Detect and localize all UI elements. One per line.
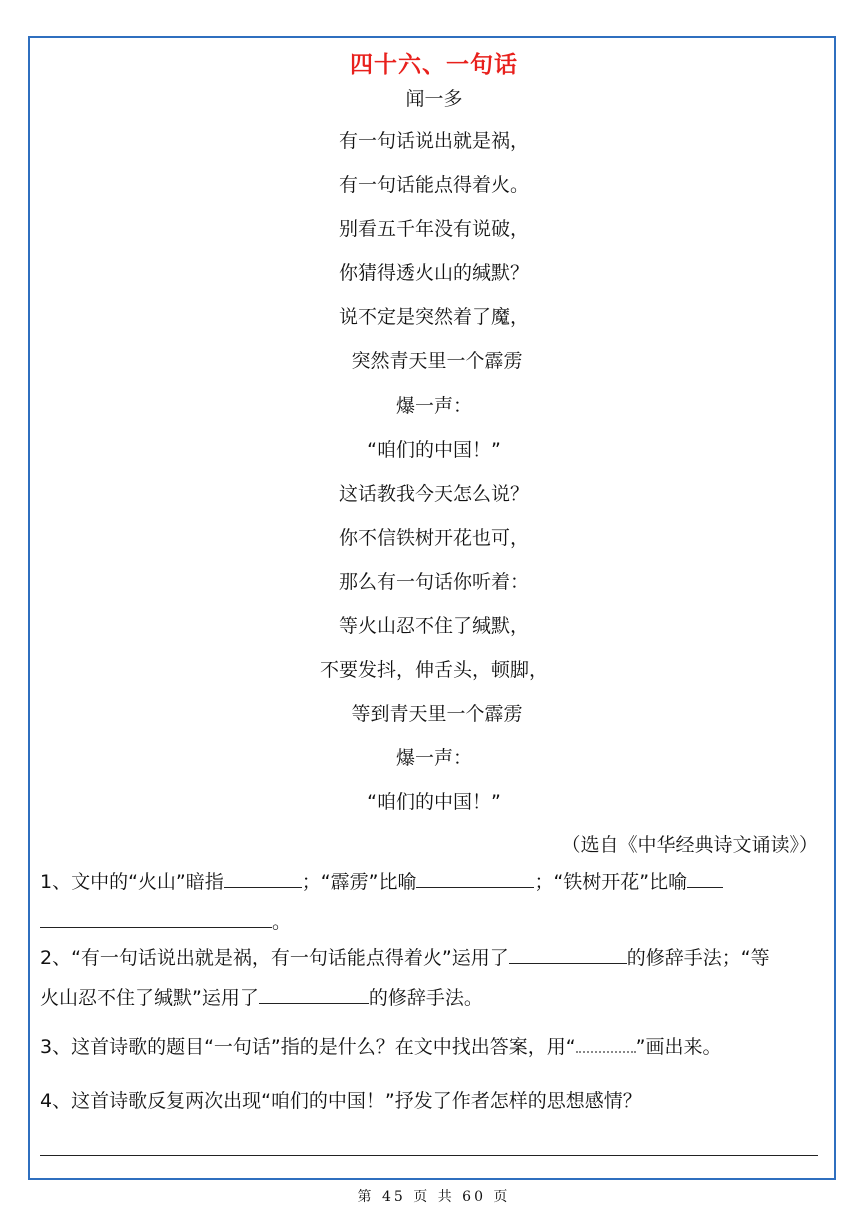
page-number: 第 45 页 共 60 页 <box>357 1189 511 1205</box>
answer-blank-1b[interactable] <box>416 867 534 888</box>
poem-line: 这话教我今天怎么说？ <box>338 482 529 505</box>
question-1-end: 。 <box>272 911 292 933</box>
question-1-text-a: 1、文中的“火山”暗指 <box>40 871 224 893</box>
answer-blank-1a[interactable] <box>224 867 302 888</box>
answer-blank-2b[interactable] <box>259 983 369 1004</box>
answer-blank-1c-cont[interactable] <box>40 907 272 928</box>
poem-line: 那么有一句话你听着： <box>338 570 529 593</box>
question-3-text-a: 3、这首诗歌的题目“一句话”指的是什么？在文中找出答案，用“ <box>40 1036 576 1058</box>
poem-line: 等到青天里一个霹雳 <box>345 703 523 726</box>
question-2-text-d: 的修辞手法。 <box>368 987 483 1009</box>
question-2-text-c: 火山忍不住了缄默”运用了 <box>40 987 259 1009</box>
question-3 <box>40 1027 830 1067</box>
question-2-text-a: 2、“有一句话说出就是祸，有一句话能点得着火”运用了 <box>40 947 509 969</box>
question-3-text-b: ”画出来。 <box>635 1036 722 1058</box>
author-name: 闻一多 <box>405 88 463 110</box>
poem-body <box>0 127 868 833</box>
poem-line: 爆一声： <box>395 394 472 417</box>
question-2 <box>40 938 830 1018</box>
poem-line: 说不定是突然着了魔， <box>338 306 529 329</box>
answer-line-4[interactable] <box>40 1155 818 1156</box>
poem-line: 你猜得透火山的缄默？ <box>338 262 529 285</box>
poem-line: 有一句话能点得着火。 <box>338 174 529 197</box>
poem-line: 你不信铁树开花也可， <box>338 526 529 549</box>
answer-blank-1c[interactable] <box>687 867 723 888</box>
poem-line: 突然青天里一个霹雳 <box>345 350 523 373</box>
question-4 <box>40 1081 830 1121</box>
source-citation: （选自《中华经典诗文诵读》） <box>561 834 818 856</box>
answer-blank-2a[interactable] <box>509 943 627 964</box>
poem-line: 别看五千年没有说破， <box>338 218 529 241</box>
poem-line: 有一句话说出就是祸， <box>338 130 529 152</box>
question-1 <box>40 862 830 942</box>
question-2-text-b: 的修辞手法；“等 <box>626 947 770 969</box>
poem-line: “咱们的中国！” <box>367 791 501 814</box>
question-1-text-b: ；“霹雳”比喻 <box>301 871 417 893</box>
question-1-text-c: ；“铁树开花”比喻 <box>534 871 688 893</box>
page-title: 四十六、一句话 <box>350 52 518 78</box>
poem-line: “咱们的中国！” <box>367 438 501 461</box>
poem-line: 等火山忍不住了缄默， <box>338 615 529 638</box>
poem-line: 不要发抖，伸舌头，顿脚， <box>319 659 548 682</box>
question-4-text: 4、这首诗歌反复两次出现“咱们的中国！”抒发了作者怎样的思想感情？ <box>40 1090 642 1112</box>
poem-line: 爆一声： <box>395 747 472 770</box>
wavy-underline-mark <box>576 1033 636 1053</box>
